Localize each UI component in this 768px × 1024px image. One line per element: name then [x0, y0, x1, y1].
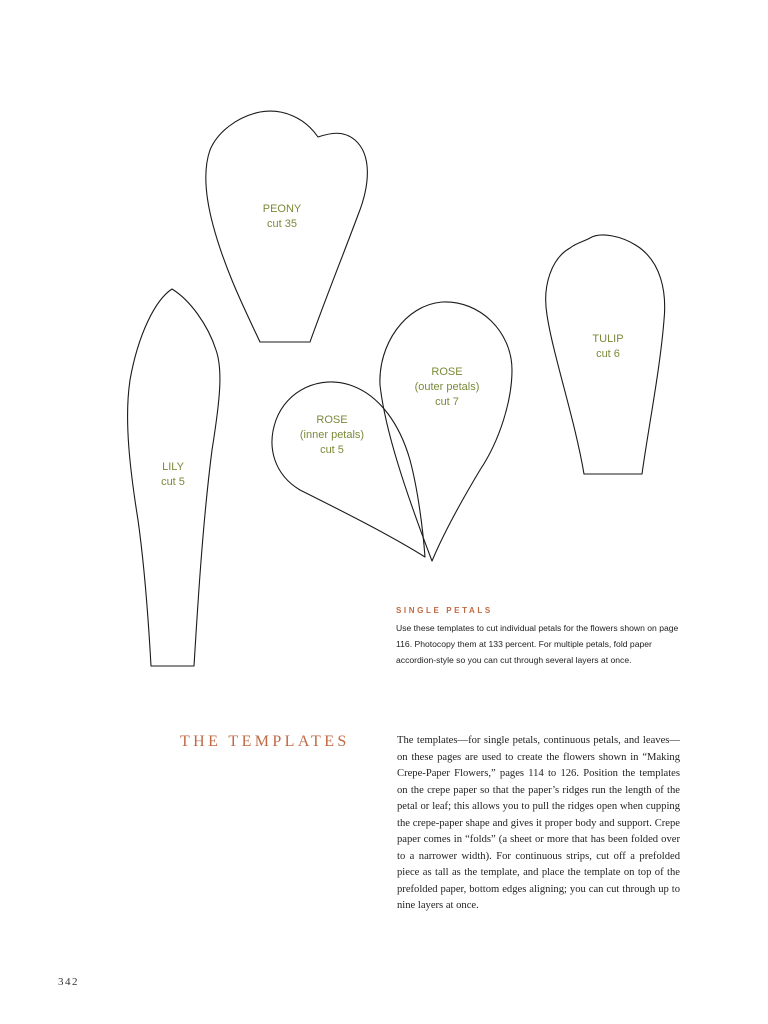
lily-name: LILY	[162, 461, 184, 473]
tulip-label	[572, 332, 644, 362]
caption-heading: SINGLE PETALS	[396, 606, 493, 615]
rose-inner-label	[287, 413, 377, 458]
rose-inner-name: ROSE	[316, 414, 348, 426]
rose-outer-petal-outline	[380, 302, 512, 561]
peony-count: cut 35	[267, 218, 297, 230]
page-number: 342	[58, 976, 79, 988]
lily-label	[137, 460, 209, 490]
rose-outer-detail: (outer petals)	[414, 381, 480, 393]
rose-inner-detail: (inner petals)	[299, 429, 365, 441]
rose-inner-count: cut 5	[320, 444, 344, 456]
tulip-name: TULIP	[592, 333, 624, 345]
rose-outer-count: cut 7	[435, 396, 459, 408]
lily-count: cut 5	[161, 476, 185, 488]
peony-name: PEONY	[262, 203, 302, 215]
rose-outer-name: ROSE	[431, 366, 463, 378]
caption-text: Use these templates to cut individual petals for the flowers shown on page 116. Photocopy them at 133 percent. For multiple petals, fold paper accordion-style so you can cut through several layers at once.	[396, 623, 679, 665]
tulip-count: cut 6	[596, 348, 620, 360]
peony-label	[246, 202, 318, 232]
rose-outer-label	[402, 365, 492, 410]
section-body-text: The templates—for single petals, continuous petals, and leaves—on these pages are used to create the flowers shown in “Making Crepe-Paper Flowers,” pages 114 to 126. Position the templates on the crepe paper so that the paper’s ridges run the length of the petal or leaf; this allows you to pull the ridges open when cupping the crepe-paper shape and gives it proper body and support. Crepe paper comes in “folds” (a sheet or more that has been folded over to a narrower width). For continuous strips, cut off a prefolded piece as tall as the template, and place the template on top of the prefolded paper, bottom edges aligning; you can cut through up to nine layers at once.	[397, 735, 680, 911]
section-title: THE TEMPLATES	[180, 733, 350, 750]
